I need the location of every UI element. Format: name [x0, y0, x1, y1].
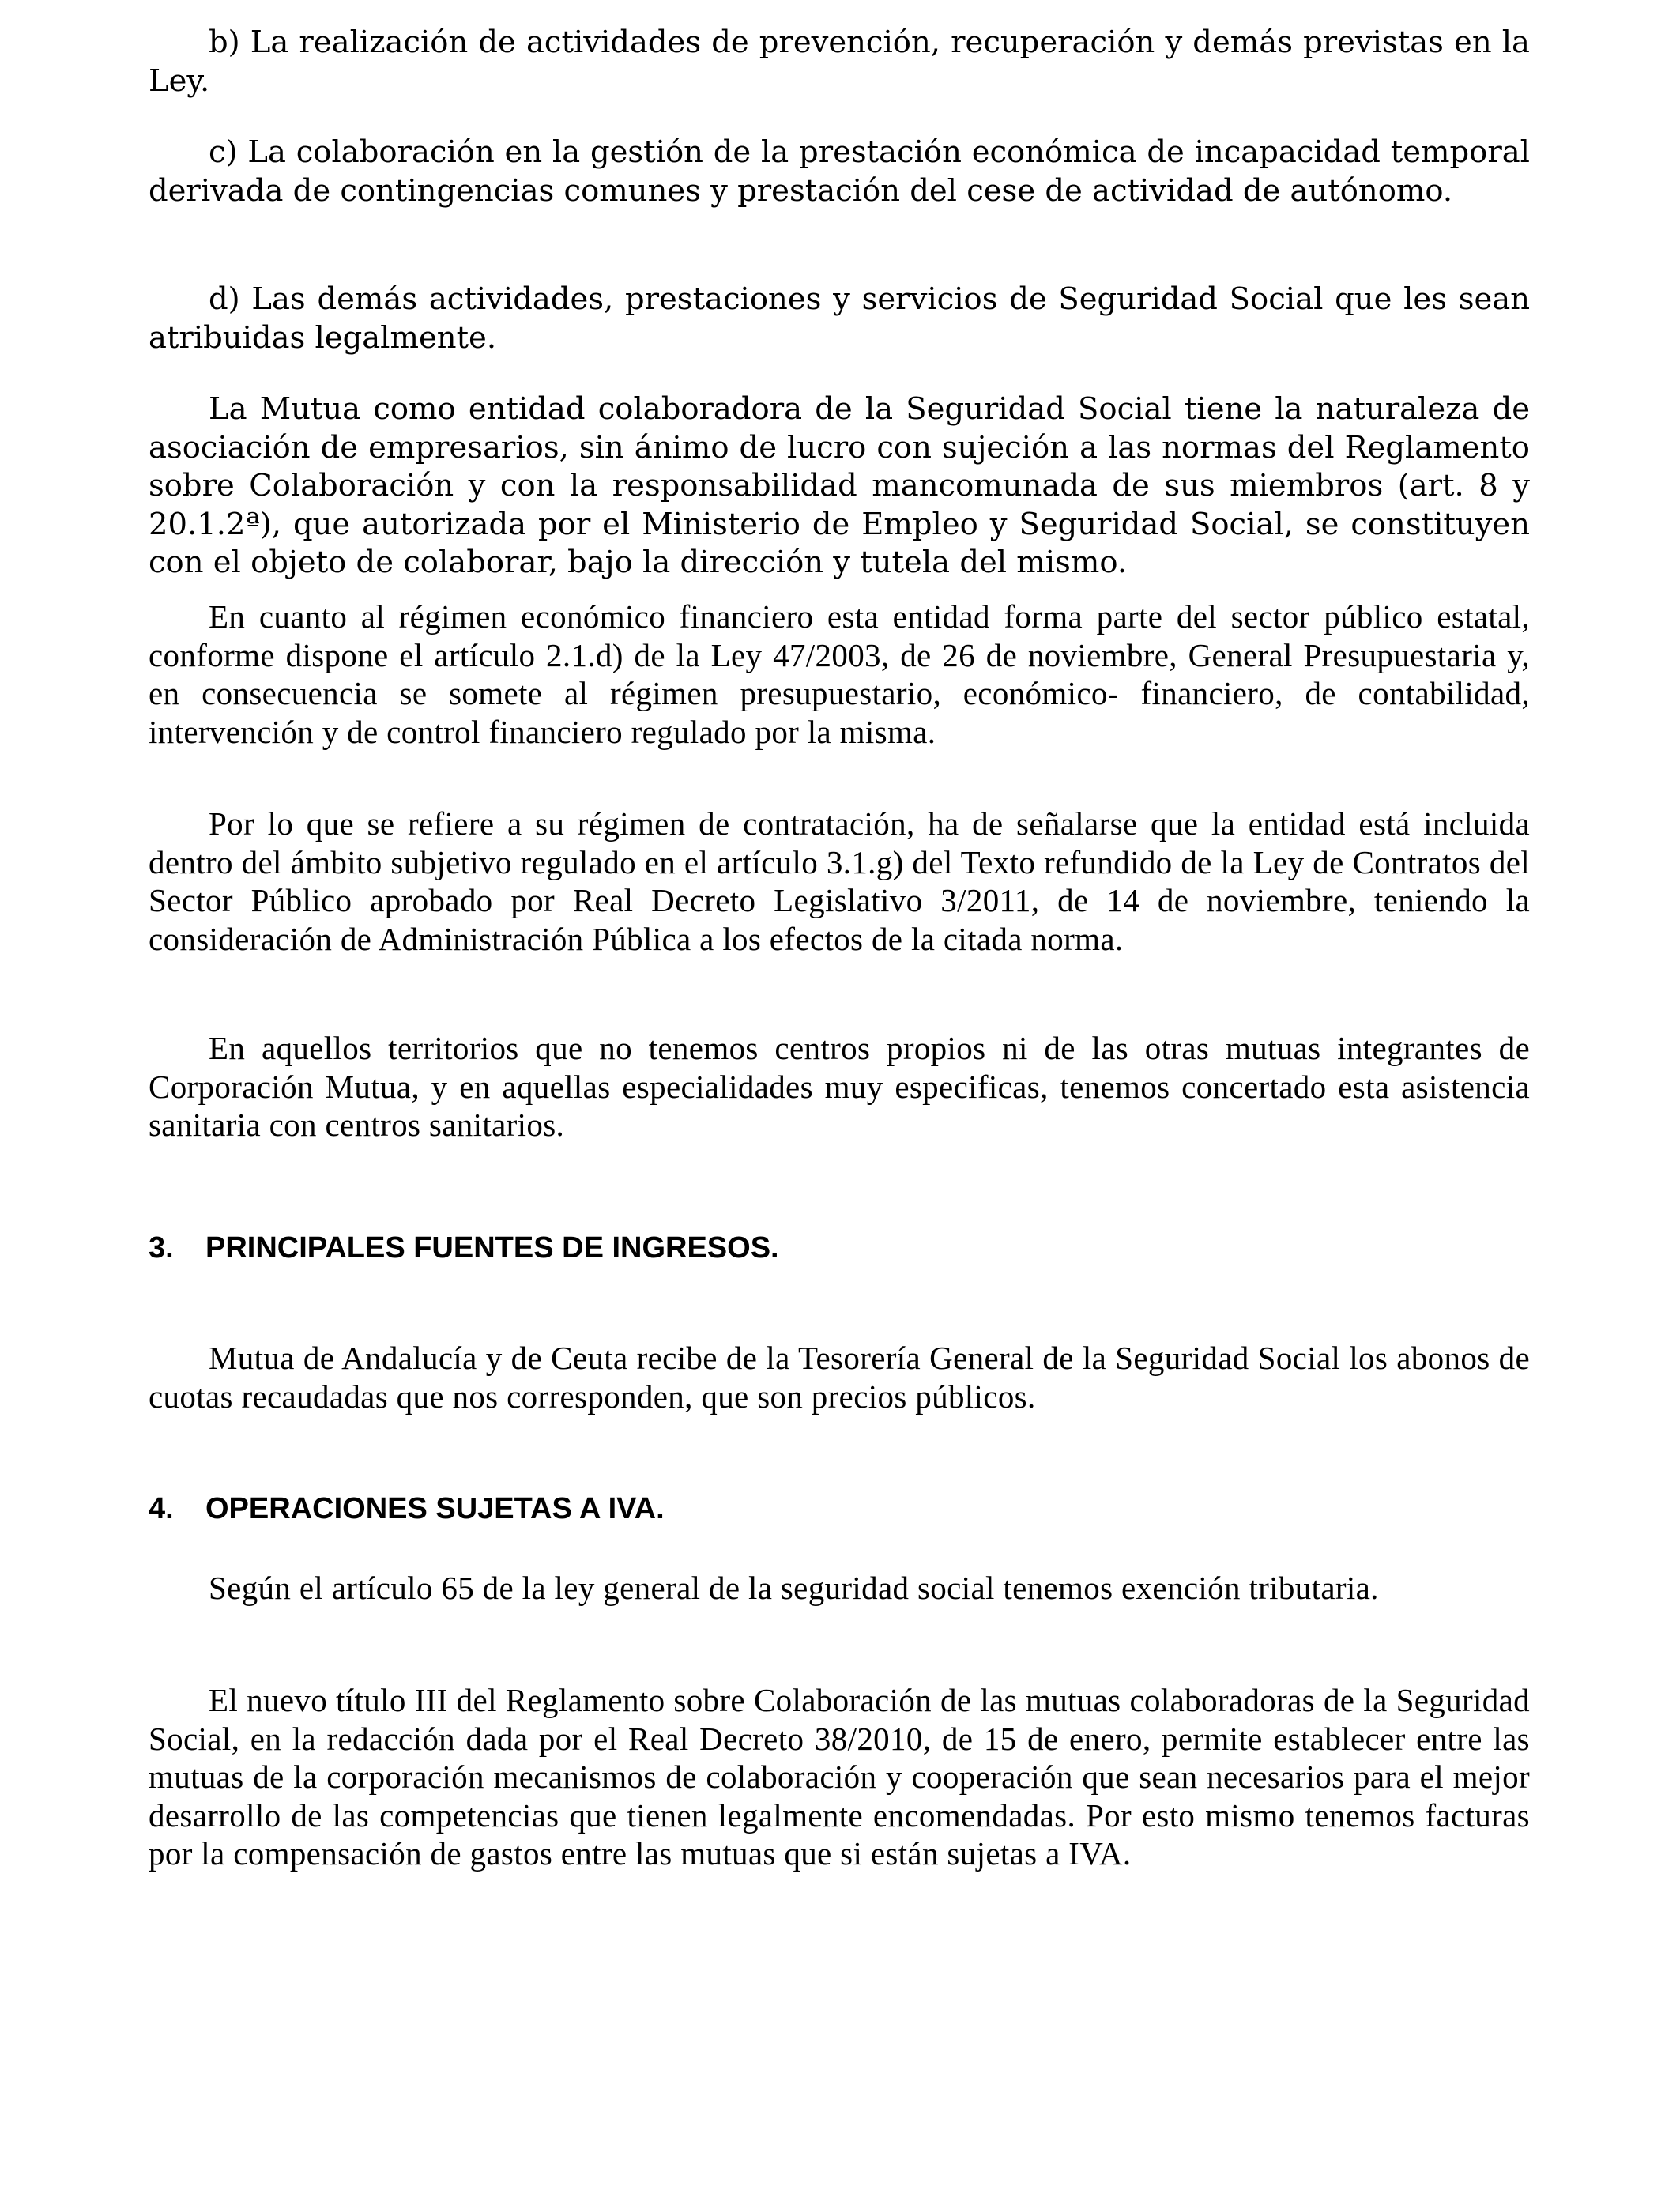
- section-3-heading: [149, 1229, 779, 1267]
- section-3-title: PRINCIPALES FUENTES DE INGRESOS.: [205, 1231, 779, 1265]
- paragraph-contratacion: Por lo que se refiere a su régimen de contratación, ha de señalarse que la entidad está incluida dentro del ámbito subjetivo regulado en el artículo 3.1.g) del Texto refundido de la Ley de Contratos del Sector Público aprobado por Real Decreto Legislativo 3/2011, de 14 de noviembre, teniendo la consideración de Administración Pública a los efectos de la citada norma.: [149, 805, 1530, 957]
- paragraph-mutua-naturaleza: La Mutua como entidad colaboradora de la Seguridad Social tiene la naturaleza de asociación de empresarios, sin ánimo de lucro con sujeción a las normas del Reglamento sobre Colaboración y con la responsabilidad mancomunada de sus miembros (art. 8 y 20.1.2ª), que autorizada por el Ministerio de Empleo y Seguridad Social, se constituyen con el objeto de colaborar, bajo la dirección y tutela del mismo.: [149, 391, 1530, 580]
- section-4-body-exencion: Según el artículo 65 de la ley general de la seguridad social tenemos exención tributaria.: [209, 1570, 1379, 1606]
- paragraph-item-d: d) Las demás actividades, prestaciones y servicios de Seguridad Social que les sean atribuidas legalmente.: [149, 281, 1530, 356]
- paragraph-item-b: b) La realización de actividades de prevención, recuperación y demás previstas en la Ley.: [149, 25, 1530, 99]
- section-4-number: 4.: [149, 1492, 174, 1525]
- section-4-heading: [149, 1490, 665, 1528]
- section-4-body-reglamento: El nuevo título III del Reglamento sobre Colaboración de las mutuas colaboradoras de la Seguridad Social, en la redacción dada por el Real Decreto 38/2010, de 15 de enero, permite establecer entre las mutuas de la corporación mecanismos de colaboración y cooperación que sean necesarios para el mejor desarrollo de las competencias que tienen legalmente encomendadas. Por esto mismo tenemos facturas por la compensación de gastos entre las mutuas que si están sujetas a IVA.: [149, 1682, 1530, 1872]
- paragraph-item-c: c) La colaboración en la gestión de la prestación económica de incapacidad temporal derivada de contingencias comunes y prestación del cese de actividad de autónomo.: [149, 134, 1530, 209]
- paragraph-regimen-economico: En cuanto al régimen económico financiero esta entidad forma parte del sector público estatal, conforme dispone el artículo 2.1.d) de la Ley 47/2003, de 26 de noviembre, General Presupuestaria y, en consecuencia se somete al régimen presupuestario, económico- financiero, de contabilidad, intervención y de control financiero regulado por la misma.: [149, 598, 1530, 750]
- section-4-title: OPERACIONES SUJETAS A IVA.: [205, 1492, 665, 1525]
- section-3-number: 3.: [149, 1231, 174, 1265]
- section-3-body: Mutua de Andalucía y de Ceuta recibe de la Tesorería General de la Seguridad Social los abonos de cuotas recaudadas que nos corresponden, que son precios públicos.: [149, 1340, 1530, 1415]
- paragraph-territorios: En aquellos territorios que no tenemos centros propios ni de las otras mutuas integrantes de Corporación Mutua, y en aquellas especialidades muy especificas, tenemos concertado esta asistencia sanitaria con centros sanitarios.: [149, 1030, 1530, 1143]
